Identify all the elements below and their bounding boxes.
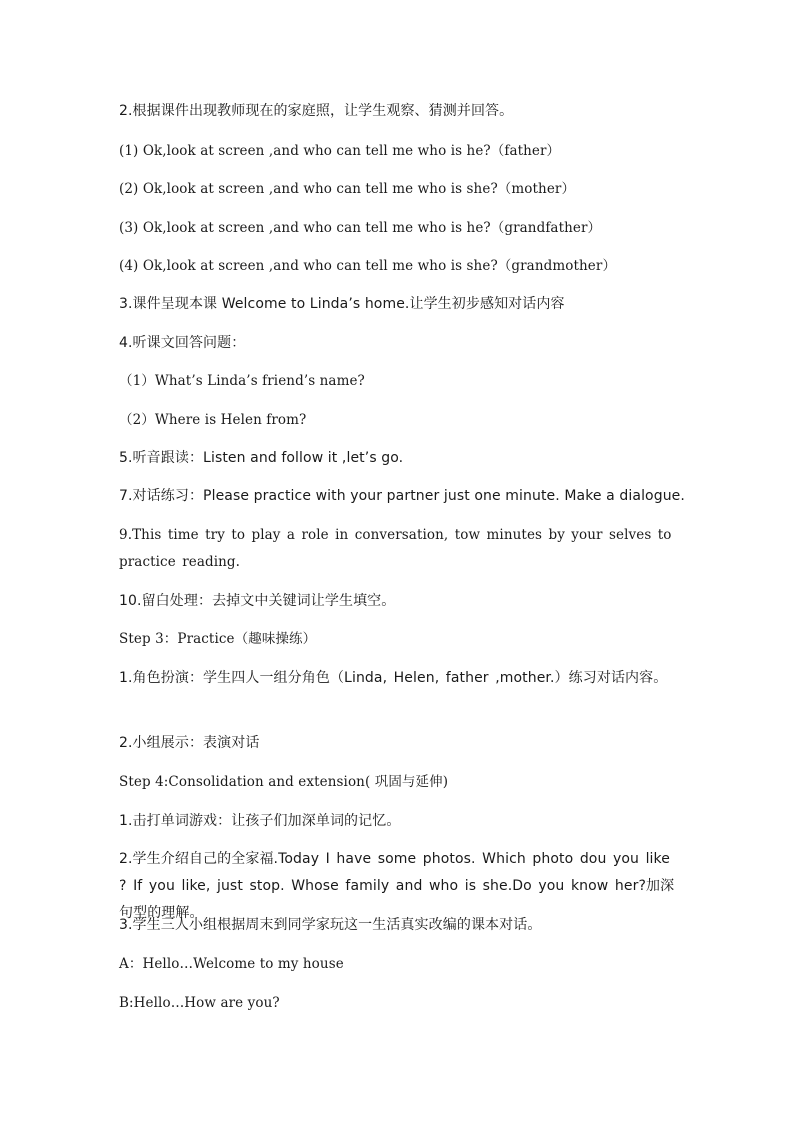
question-4: (4) Ok,look at screen ,and who can tell me who is she?（grandmother） [119,258,617,274]
question-2: (2) Ok,look at screen ,and who can tell me who is she?（mother） [119,181,576,197]
section-heading-practice: Step 3：Practice（趣味操练） [119,631,317,647]
listening-question-2: （2）Where is Helen from? [119,412,307,428]
paragraph-step-9: 9.This time try to play a role in conversation, tow minutes by your selves to practice reading. [119,527,672,570]
practice-role-play: 1.角色扮演：学生四人一组分角色（Linda, Helen, father ,mother.）练习对话内容。 [119,670,668,686]
practice-group-show: 2.小组展示：表演对话 [119,735,260,751]
section-heading-consolidation: Step 4:Consolidation and extension( 巩固与延伸) [119,774,449,790]
dialogue-line-b: B:Hello…How are you? [119,995,280,1011]
question-3: (3) Ok,look at screen ,and who can tell me who is he?（grandfather） [119,220,602,236]
dialogue-line-a: A：Hello…Welcome to my house [119,956,344,972]
paragraph-step-4: 4.听课文回答问题： [119,335,246,351]
paragraph-step-10: 10.留白处理：去掉文中关键词让学生填空。 [119,593,396,609]
question-1: (1) Ok,look at screen ,and who can tell me who is he?（father） [119,143,561,159]
paragraph-step-5: 5.听音跟读：Listen and follow it ,let’s go. [119,450,404,466]
paragraph-step-2: 2.根据课件出现教师现在的家庭照，让学生观察、猜测并回答。 [119,103,514,119]
listening-question-1: （1）What’s Linda’s friend’s name? [119,373,365,389]
consolidation-family-photo: 2.学生介绍自己的全家福.Today I have some photos. Which photo dou you like ? If you like, just stop. Whose family and who is she.Do you know her?加深句型的理解。 [119,851,675,921]
consolidation-group-dialogue: 3.学生三人小组根据周末到同学家玩这一生活真实改编的课本对话。 [119,917,542,933]
paragraph-step-3: 3.课件呈现本课 Welcome to Linda’s home.让学生初步感知对话内容 [119,296,565,312]
paragraph-step-7: 7.对话练习：Please practice with your partner just one minute. Make a dialogue. [119,488,685,504]
consolidation-word-game: 1.击打单词游戏：让孩子们加深单词的记忆。 [119,813,401,829]
